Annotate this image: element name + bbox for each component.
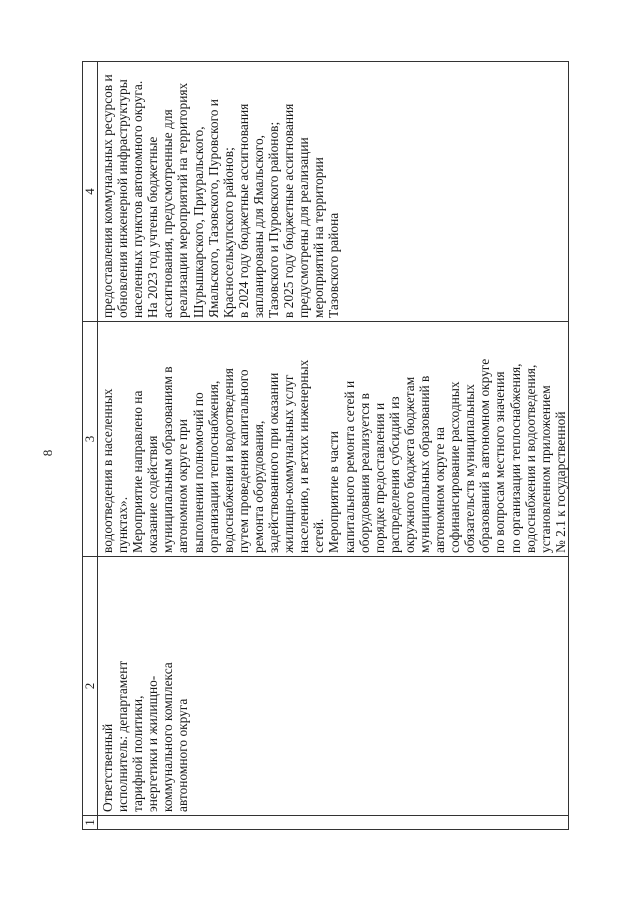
header-cell-1: 1 [83,816,98,830]
cell-text-line: предоставления коммунальных ресурсов и [100,74,115,318]
cell-text-line: образований в автономном округе [477,358,493,553]
cell-budget-notes [98,62,569,322]
cell-text-line: мероприятий на территории [311,157,327,318]
cell-text-line: порядке предоставления и [371,402,387,553]
cell-text-line: софинансирование расходных [447,381,463,553]
cell-text-line: водоотведения в населенных [100,388,115,553]
cell-text-line: Шурышкарского, Приуральского, [190,126,206,318]
cell-text-line: предусмотрены для реализации [296,137,312,318]
cell-text-line: коммунального комплекса [160,662,176,812]
cell-text-line: исполнитель: департамент [115,660,131,812]
cell-text-line: пунктах». [115,496,131,553]
cell-text-line: ремонта оборудования, [250,420,266,553]
cell-text-line: автономном округе при [175,419,191,553]
cell-text-line: распределения субсидий из [386,396,402,553]
cell-text-line: Тазовского и Пуровского районов; [266,121,282,318]
cell-text-line: организации теплоснабжения, [205,380,221,553]
cell-text-line: муниципальным образованиям в [160,366,176,553]
cell-text-line: оказание содействия [145,435,161,553]
cell-text-line: окружного бюджета бюджетам [401,376,417,553]
cell-text-line: оборудования реализуется в [356,393,372,553]
cell-measure-description [98,322,569,557]
cell-text-line: водоснабжения и водоотведения, [522,364,538,553]
continuation-table [82,61,569,830]
cell-text-line: водоснабжения и водоотведения [220,368,236,553]
header-cell-4: 4 [83,62,98,322]
cell-text-line: жилищно-коммунальных услуг [281,374,297,553]
cell-text-line: выполнении полномочий по [190,392,206,553]
cell-text-line: Красноселькупского районов; [220,147,236,318]
cell-text-line: в 2024 году бюджетные ассигнования [235,103,251,318]
cell-text-line: обязательств муниципальных [462,384,478,553]
table-row [98,62,569,830]
cell-text-line: тарифной политики, [130,695,146,812]
cell-text-line: по вопросам местного значения [492,371,508,553]
cell-text-line: капитального ремонта сетей и [341,380,357,553]
cell-text-line: Ямальского, Тазовского, Пуровского и [205,99,221,318]
cell-text-line: Ответственный [100,723,115,812]
cell-text-line: в 2025 году бюджетные ассигнования [281,103,297,318]
cell-text-line: энергетики и жилищно- [145,675,161,812]
cell-text-line: Мероприятие направлено на [130,390,146,553]
cell-text-line: На 2023 год учтены бюджетные [145,136,161,318]
cell-text-line: № 2.1 к государственной [552,411,568,553]
cell-text-line: по организации теплоснабжения, [507,363,523,553]
cell-responsible-executor [98,557,569,816]
cell-text-line: автономного округа [175,698,191,812]
header-cell-3: 3 [83,322,98,557]
cell-text-line: муниципальных образований в [416,375,432,553]
cell-text-line: задействованного при оказании [266,372,282,553]
cell-text-line: ассигнования, предусмотренные для [160,109,176,318]
cell-text-line: автономном округе на [432,427,448,553]
cell-text-line: населению, и ветхих инженерных [296,359,312,553]
cell-col1 [98,816,569,830]
cell-text-line: сетей. [311,518,327,553]
cell-text-line: запланированы для Ямальского, [250,134,266,318]
cell-text-line: Тазовского района [326,212,342,318]
page-number: 8 [40,449,55,457]
cell-text-line: установленном приложением [537,385,553,553]
cell-text-line: путем проведения капитального [235,369,251,553]
cell-text-line: обновления инженерной инфраструктуры [115,79,131,318]
cell-text-line: Мероприятие в части [326,431,342,553]
header-cell-2: 2 [83,557,98,816]
rotated-table-wrapper [82,62,568,830]
cell-text-line: населенных пунктов автономного округа. [130,80,146,318]
header-row [83,62,98,830]
cell-text-line: реализации мероприятий на территориях [175,82,191,318]
